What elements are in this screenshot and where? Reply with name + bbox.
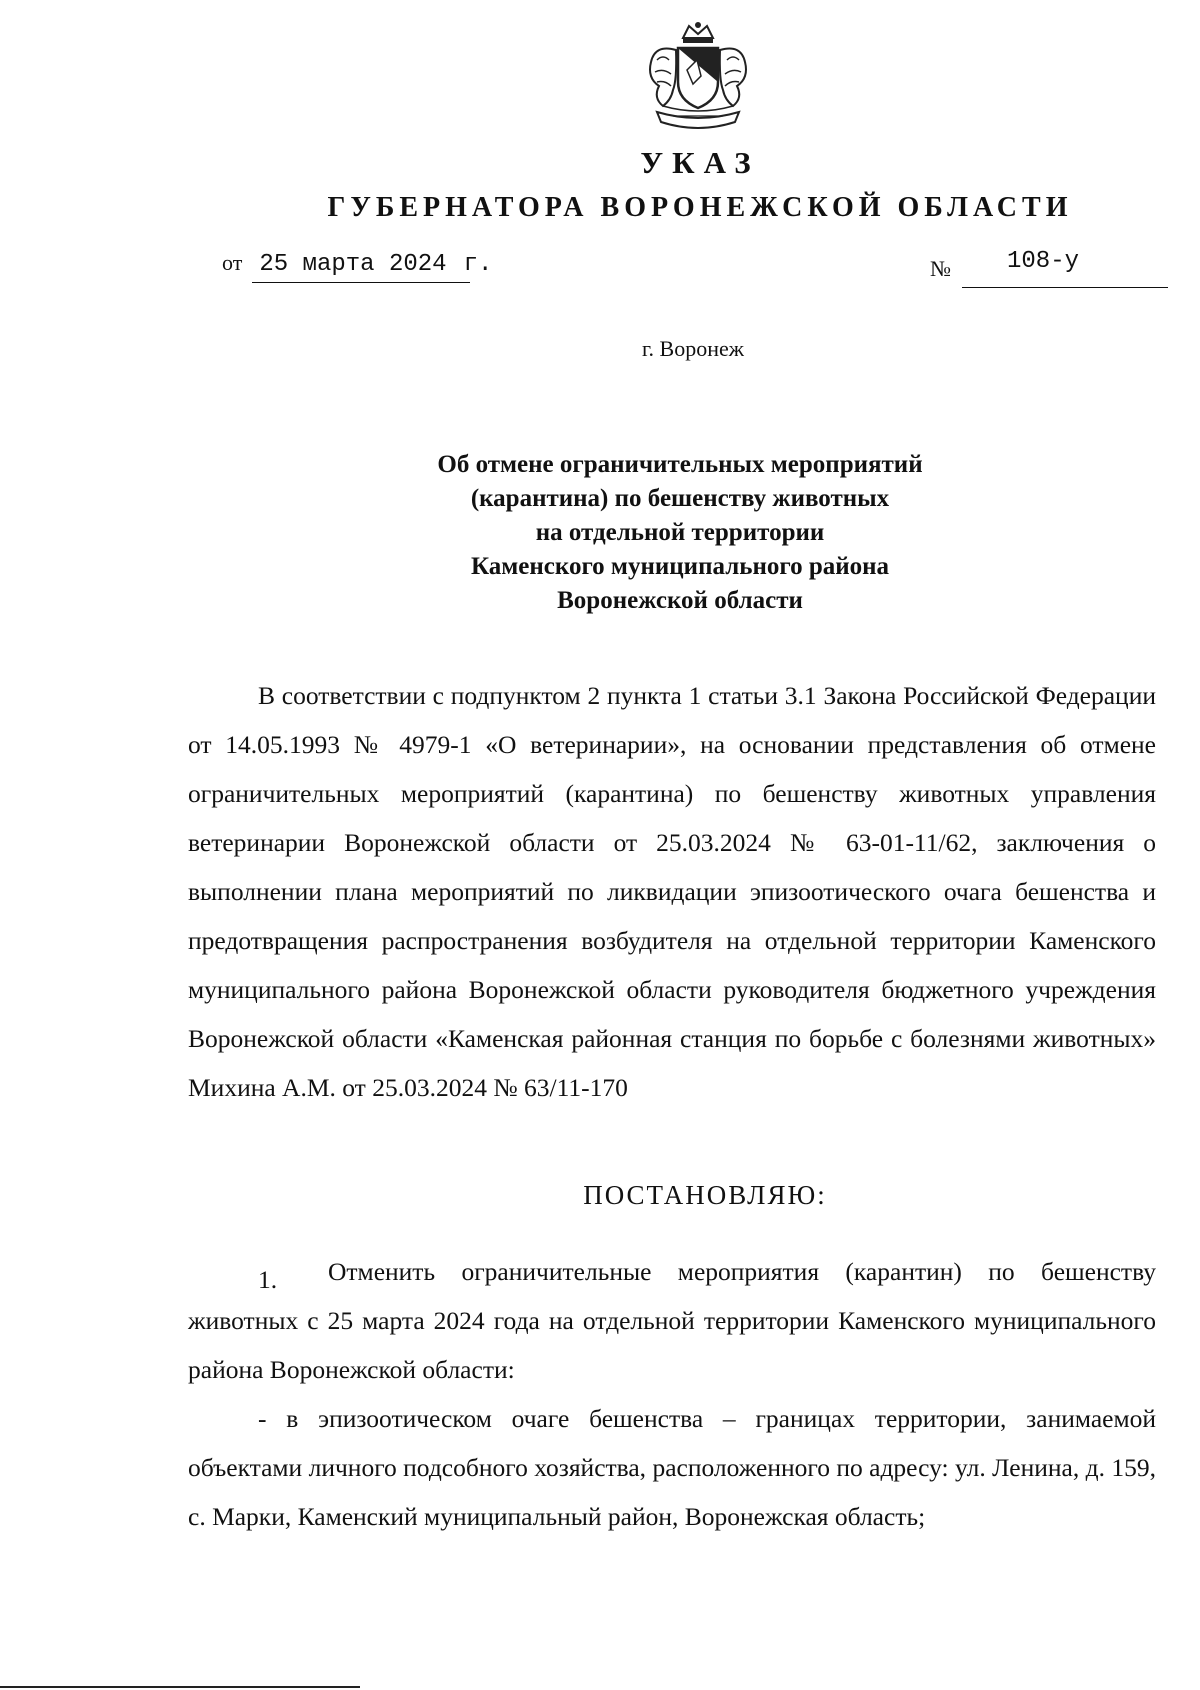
document-title <box>300 448 1060 618</box>
date-value: 25 марта 2024 <box>259 251 447 278</box>
date-underline <box>252 282 470 283</box>
preamble-paragraph <box>188 671 1156 1112</box>
item-1-text: Отменить ограничительные мероприятия (карантин) по бешенству животных с 25 марта 2024 года на отдельной территории Каменского муниципального района Воронежской области: <box>188 1257 1156 1384</box>
document-date <box>222 250 492 278</box>
voronezh-coat-of-arms-icon <box>643 20 753 138</box>
document-type-heading: УКАЗ <box>640 145 760 180</box>
footer-rule <box>0 1686 360 1688</box>
date-suffix: г. <box>463 251 493 278</box>
issuer-heading: ГУБЕРНАТОРА ВОРОНЕЖСКОЙ ОБЛАСТИ <box>327 192 1073 223</box>
subitem-paragraph <box>188 1394 1156 1541</box>
preamble-text: В соответствии с подпунктом 2 пункта 1 статьи 3.1 Закона Российской Федерации от 14.05.1993 № 4979-1 «О ветеринарии», на основании представления об отмене ограничительных мероприятий (карантина) по бешенству животных управления ветеринарии Воронежской области от 25.03.2024 № 63-01-11/62, заключения о выполнении плана мероприятий по ликвидации эпизоотического очага бешенства и предотвращения распространения возбудителя на отдельной территории Каменского муниципального района Воронежской области руководителя бюджетного учреждения Воронежской области «Каменская районная станция по борьбе с болезнями животных» Михина А.М. от 25.03.2024 № 63/11-170 <box>188 681 1156 1102</box>
number-value: 108-у <box>1007 248 1080 275</box>
document-number <box>930 248 1080 282</box>
title-line: Каменского муниципального района <box>470 553 890 580</box>
title-line: на отдельной территории <box>535 519 825 546</box>
city-label: г. Воронеж <box>642 336 744 361</box>
subitem-text: - в эпизоотическом очаге бешенства – границах территории, занимаемой объектами личного подсобного хозяйства, расположенного по адресу: ул. Ленина, д. 159, с. Марки, Каменский муниципальный район, Воронежская область; <box>188 1404 1156 1531</box>
date-prefix: от <box>222 250 243 275</box>
item-number: 1. <box>258 1265 278 1294</box>
decree-word: ПОСТАНОВЛЯЮ: <box>583 1180 827 1210</box>
number-underline <box>962 287 1168 288</box>
title-line: Воронежской области <box>557 587 803 614</box>
number-prefix: № <box>930 256 951 281</box>
title-line: Об отмене ограничительных мероприятий <box>437 451 923 478</box>
item-1-paragraph <box>188 1247 1156 1394</box>
title-line: (карантина) по бешенству животных <box>470 485 890 512</box>
